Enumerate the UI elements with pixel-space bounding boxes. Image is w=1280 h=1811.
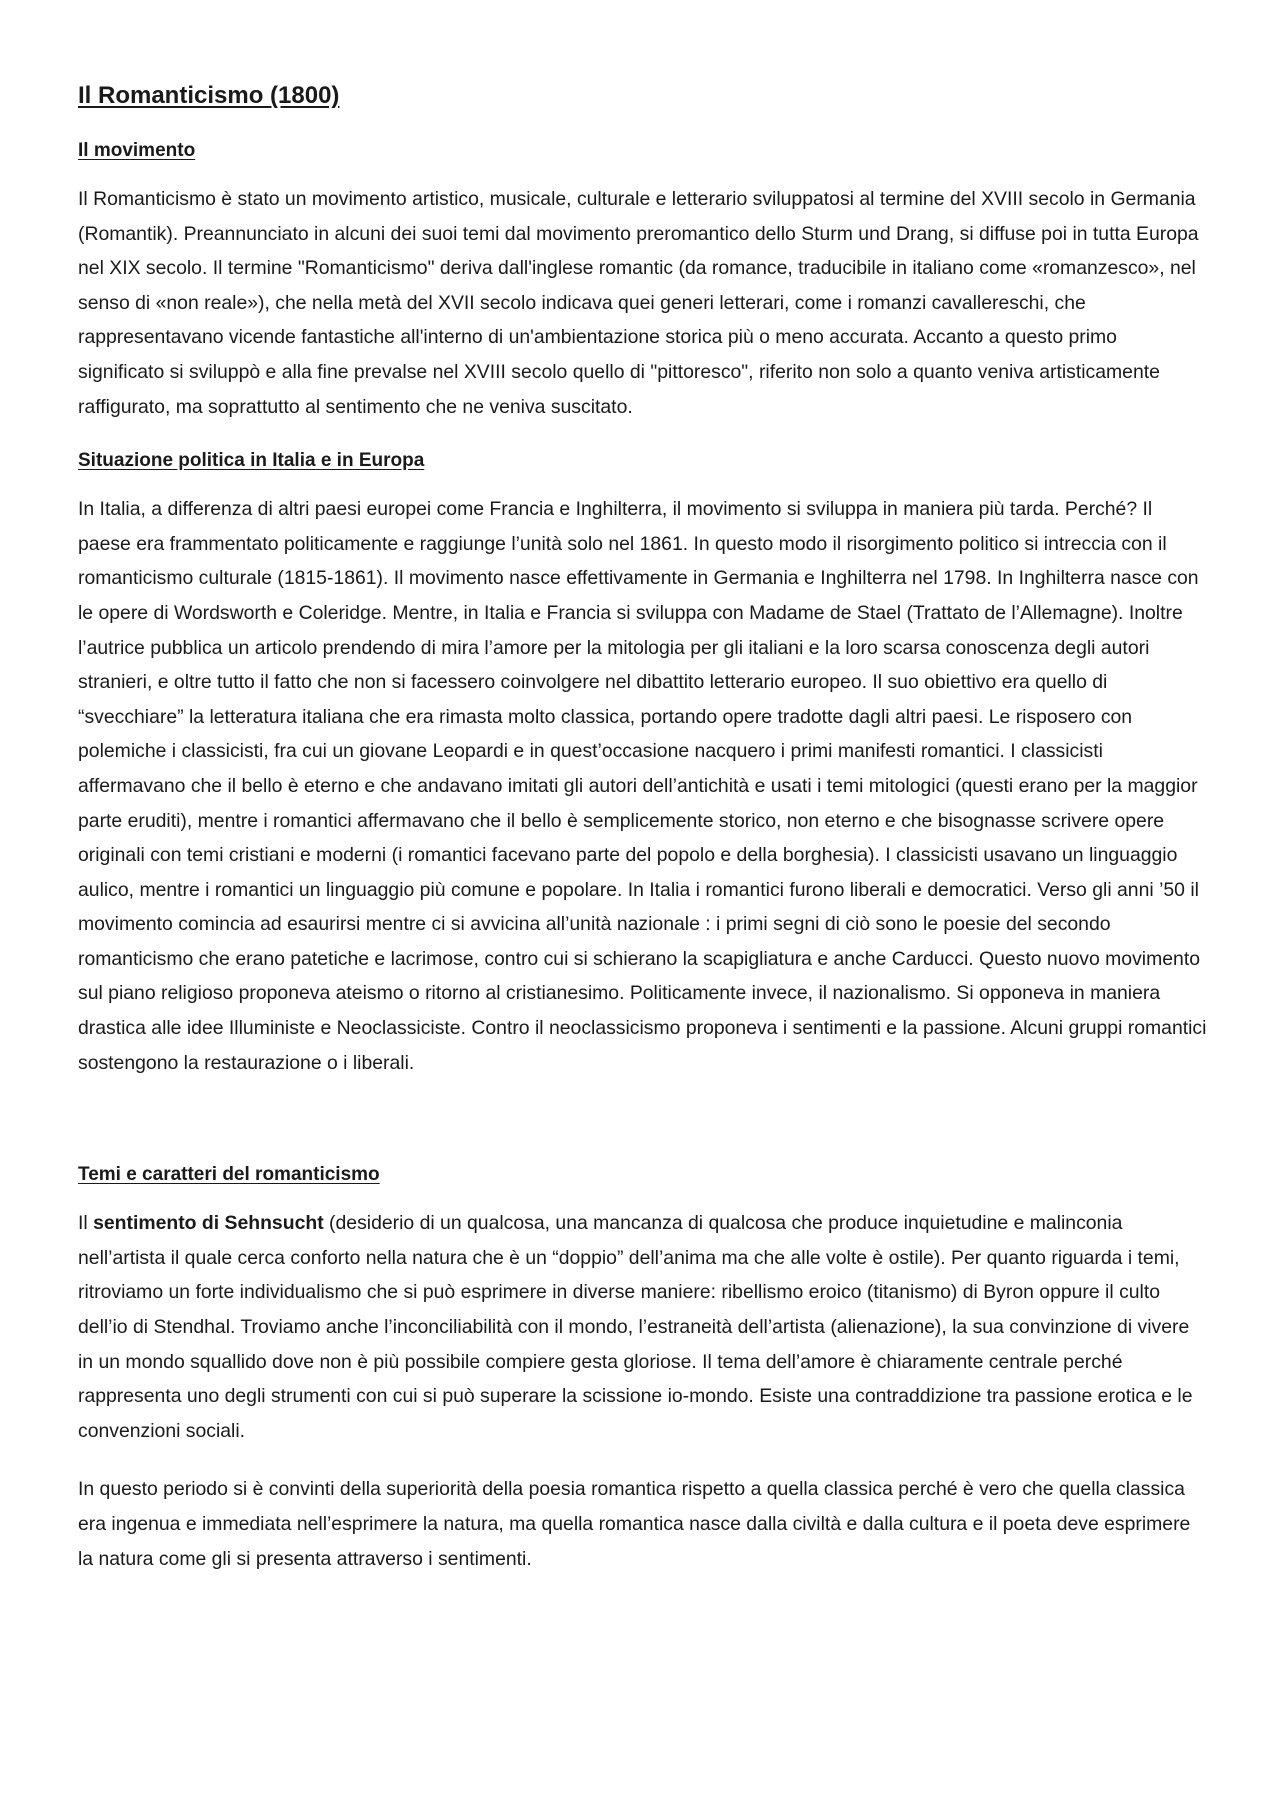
section-paragraph: In Italia, a differenza di altri paesi europei come Francia e Inghilterra, il movimento si sviluppa in maniera più tarda. Perché? Il paese era frammentato politicamente e raggiunge l’unità solo nel 1861. In questo modo il risorgimento politico si intreccia con il romanticismo culturale (1815-1861). Il movimento nasce effettivamente in Germania e Inghilterra nel 1798. In Inghilterra nasce con le opere di Wordsworth e Coleridge. Mentre, in Italia e Francia si sviluppa con Madame de Stael (Trattato de l’Allemagne). Inoltre l’autrice pubblica un articolo prendendo di mira l’amore per la mitologia per gli italiani e la loro scarsa conoscenza degli autori stranieri, e oltre tutto il fatto che non si facessero coinvolgere nel dibattito letterario europeo. Il suo obiettivo era quello di “svecchiare” la letteratura italiana che era rimasta molto classica, portando opere tradotte dagli altri paesi. Le risposero con polemiche i classicisti, fra cui un giovane Leopardi e in quest’occasione nacquero i primi manifesti romantici. I classicisti affermavano che il bello è eterno e che andavano imitati gli autori dell’antichità e usati i temi mitologici (questi erano per la maggior parte eruditi), mentre i romantici affermavano che il bello è semplicemente storico, non eterno e che bisognasse scrivere opere originali con temi cristiani e moderni (i romantici facevano parte del popolo e della borghesia). I classicisti usavano un linguaggio aulico, mentre i romantici un linguaggio più comune e popolare. In Italia i romantici furono liberali e democratici. Verso gli anni ’50 il movimento comincia ad esaurirsi mentre ci si avvicina all’unità nazionale : i primi segni di ciò sono le poesie del secondo romanticismo che erano patetiche e lacrimose, contro cui si schierano la scapigliatura e anche Carducci. Questo nuovo movimento sul piano religioso proponeva ateismo o ritorno al cristianesimo. Politicamente invece, il nazionalismo. Si opponeva in maniera drastica alle idee Illuministe e Neoclassiciste. Contro il neoclassicismo proponeva i sentimenti e la passione. Alcuni gruppi romantici sostengono la restaurazione o i liberali. [78, 498, 1207, 1074]
section-heading-temi-caratteri: Temi e caratteri del romanticismo [78, 1164, 380, 1186]
section-heading-movimento: Il movimento [78, 140, 196, 161]
document-body [78, 80, 1208, 1600]
section-heading-situazione-politica: Situazione politica in Italia e in Europa [78, 450, 425, 472]
paragraph-rest: (desiderio di un qualcosa, una mancanza di qualcosa che produce inquietudine e malinconia nell’artista il quale cerca conforto nella natura che è un “doppio” dell’anima ma che alle volte è ostile). Per quanto riguarda i temi, ritroviamo un forte individualismo che si può esprimere in diverse maniere: ribellismo eroico (titanismo) di Byron oppure il culto dell’io di Stendhal. Troviamo anche l’inconciliabilità con il mondo, l’estraneità dell’artista (alienazione), la sua convinzione di vivere in un mondo squallido dove non è più possibile compiere gesta gloriose. Il tema dell’amore è chiaramente centrale perché rappresenta uno degli strumenti con cui si può superare la scissione io-mondo. Esiste una contraddizione tra passione erotica e le convenzioni sociali. [78, 1212, 1193, 1442]
blank-spacer [78, 1104, 1208, 1162]
section-paragraph [78, 1206, 1208, 1448]
document-title: Il Romanticismo (1800) [78, 82, 340, 109]
section-paragraph: Il Romanticismo è stato un movimento artistico, musicale, culturale e letterario sviluppatosi al termine del XVIII secolo in Germania (Romantik). Preannunciato in alcuni dei suoi temi dal movimento preromantico dello Sturm und Drang, si diffuse poi in tutta Europa nel XIX secolo. Il termine "Romanticismo" deriva dall'inglese romantic (da romance, traducibile in italiano come «romanzesco», nel senso di «non reale»), che nella metà del XVII secolo indicava quei generi letterari, come i romanzi cavallereschi, che rappresentavano vicende fantastiche all'interno di un'ambientazione storica più o meno accurata. Accanto a questo primo significato si sviluppò e alla fine prevalse nel XVIII secolo quello di "pittoresco", riferito non solo a quanto veniva artisticamente raffigurato, ma soprattutto al sentimento che ne veniva suscitato. [78, 188, 1199, 418]
bold-term: sentimento di Sehnsucht [93, 1212, 324, 1235]
section-paragraph: In questo periodo si è convinti della superiorità della poesia romantica rispetto a quella classica perché è vero che quella classica era ingenua e immediata nell’esprimere la natura, ma quella romantica nasce dalla civiltà e dalla cultura e il poeta deve esprimere la natura come gli si presenta attraverso i sentimenti. [78, 1478, 1191, 1570]
paragraph-lead: Il [78, 1212, 94, 1235]
